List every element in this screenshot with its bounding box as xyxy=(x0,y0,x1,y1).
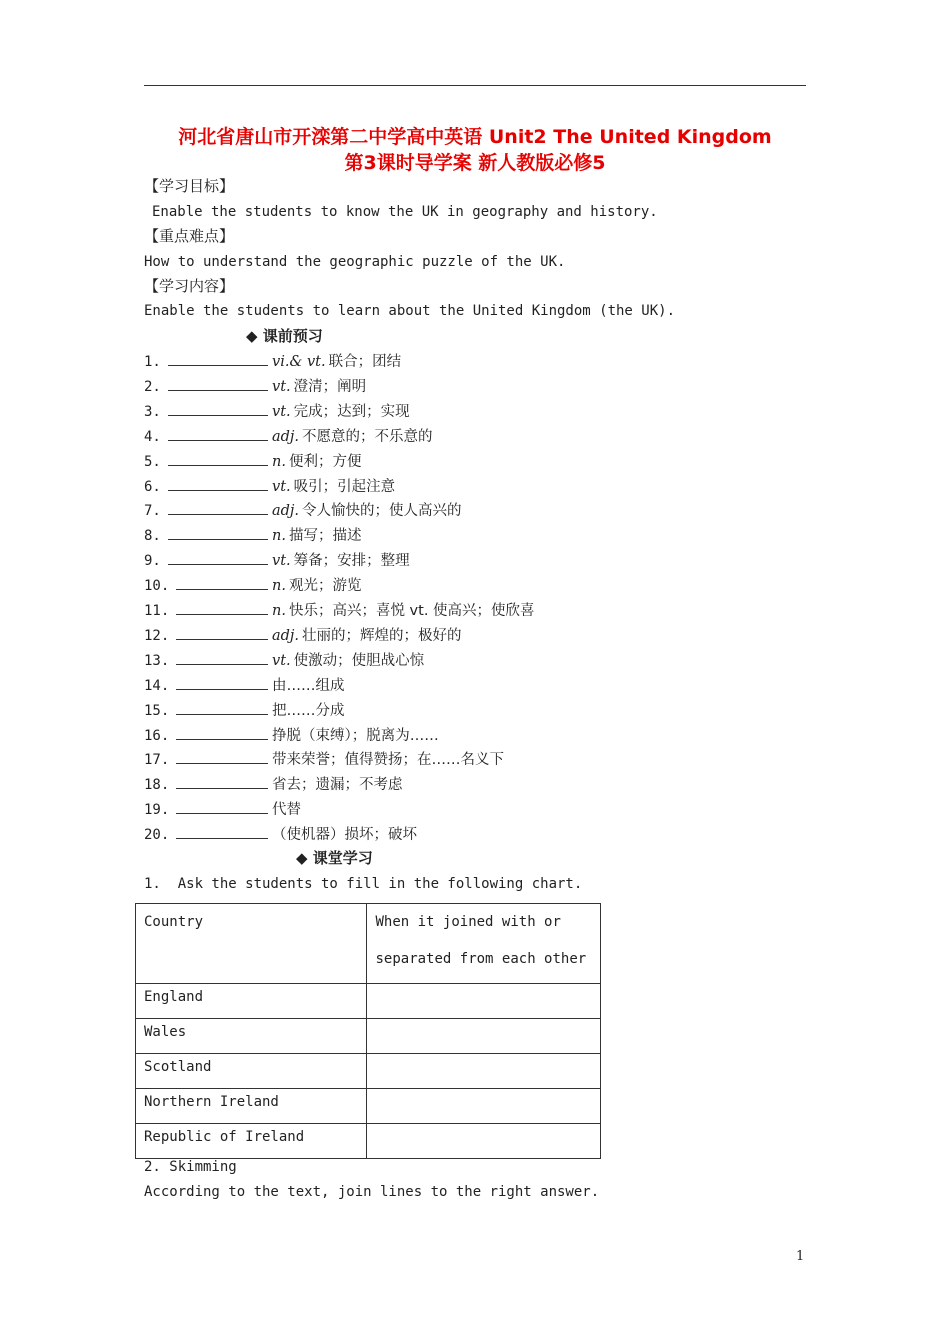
vocab-number: 13. xyxy=(144,652,170,669)
difficulty-heading: 【重点难点】 xyxy=(144,227,235,245)
vocab-meaning: 不愿意的；不乐意的 xyxy=(302,428,433,445)
vocab-number: 5. xyxy=(144,453,161,470)
vocab-meaning: 便利；方便 xyxy=(288,453,362,470)
vocab-item xyxy=(144,748,504,770)
vocab-answer-blank[interactable] xyxy=(176,599,268,615)
table-cell-answer[interactable] xyxy=(367,1054,601,1089)
vocab-answer-blank[interactable] xyxy=(176,699,268,715)
table-cell-country: England xyxy=(136,984,367,1019)
vocab-item xyxy=(144,649,424,671)
vocab-number: 14. xyxy=(144,677,170,694)
vocab-meaning: 把……分成 xyxy=(272,702,345,719)
vocab-number: 3. xyxy=(144,403,161,420)
table-row xyxy=(136,984,601,1019)
vocab-answer-blank[interactable] xyxy=(168,524,268,540)
vocab-part-of-speech: adj. xyxy=(272,428,300,445)
vocab-item xyxy=(144,375,366,397)
vocab-meaning: 令人愉快的；使人高兴的 xyxy=(302,503,462,520)
vocab-item xyxy=(144,450,361,472)
task1-instruction: 1. Ask the students to fill in the following chart. xyxy=(144,876,583,892)
vocab-meaning: 壮丽的；辉煌的；极好的 xyxy=(302,627,462,644)
vocab-answer-blank[interactable] xyxy=(176,649,268,665)
task2-instruction: According to the text, join lines to the right answer. xyxy=(144,1184,600,1200)
table-header-row xyxy=(136,904,601,984)
vocab-meaning: 观光；游览 xyxy=(288,578,362,595)
vocab-item xyxy=(144,599,535,621)
vocab-number: 19. xyxy=(144,802,170,819)
table-cell-answer[interactable] xyxy=(367,1019,601,1054)
vocab-item xyxy=(144,499,462,521)
document-title-line1: 河北省唐山市开滦第二中学高中英语 Unit2 The United Kingdom xyxy=(178,126,772,148)
vocab-item xyxy=(144,798,301,820)
vocab-number: 8. xyxy=(144,528,161,545)
vocab-item xyxy=(144,475,395,497)
document-title-line2: 第3课时导学案 新人教版必修5 xyxy=(344,152,606,174)
vocab-part-of-speech: adj. xyxy=(272,503,300,520)
vocab-answer-blank[interactable] xyxy=(176,724,268,740)
vocab-answer-blank[interactable] xyxy=(176,823,268,839)
vocab-item xyxy=(144,524,361,546)
class-section-heading: ◆ 课堂学习 xyxy=(296,849,373,867)
goal-heading: 【学习目标】 xyxy=(144,177,235,195)
vocab-answer-blank[interactable] xyxy=(176,798,268,814)
vocab-item xyxy=(144,425,433,447)
vocab-part-of-speech: vt. xyxy=(272,553,291,570)
table-cell-country: Scotland xyxy=(136,1054,367,1089)
vocab-answer-blank[interactable] xyxy=(168,350,268,366)
difficulty-text: How to understand the geographic puzzle of the UK. xyxy=(144,254,566,270)
vocab-number: 9. xyxy=(144,553,161,570)
table-cell-country: Republic of Ireland xyxy=(136,1124,367,1159)
vocab-answer-blank[interactable] xyxy=(168,549,268,565)
vocab-answer-blank[interactable] xyxy=(168,475,268,491)
vocab-part-of-speech: vt. xyxy=(272,652,291,669)
vocab-meaning: 挣脱（束缚）；脱离为…… xyxy=(272,727,439,744)
vocab-answer-blank[interactable] xyxy=(168,425,268,441)
vocab-meaning: 省去；遗漏；不考虑 xyxy=(272,777,403,794)
country-chart xyxy=(135,903,601,1159)
preview-section-heading: ◆ 课前预习 xyxy=(246,327,323,345)
vocab-number: 17. xyxy=(144,752,170,769)
vocab-answer-blank[interactable] xyxy=(176,773,268,789)
vocab-meaning: 吸引；引起注意 xyxy=(293,478,396,495)
vocab-part-of-speech: n. xyxy=(272,528,286,545)
vocab-number: 18. xyxy=(144,777,170,794)
table-header-when: When it joined with or separated from each other xyxy=(367,904,601,984)
vocab-answer-blank[interactable] xyxy=(176,624,268,640)
vocab-number: 20. xyxy=(144,827,170,844)
vocab-item xyxy=(144,549,410,571)
vocab-item xyxy=(144,574,361,596)
vocab-answer-blank[interactable] xyxy=(176,574,268,590)
vocab-number: 12. xyxy=(144,627,170,644)
vocab-item xyxy=(144,699,345,721)
vocab-item xyxy=(144,350,401,372)
vocab-item xyxy=(144,674,345,696)
table-cell-country: Northern Ireland xyxy=(136,1089,367,1124)
vocab-meaning: 使激动；使胆战心惊 xyxy=(293,652,425,669)
vocab-answer-blank[interactable] xyxy=(168,400,268,416)
table-cell-answer[interactable] xyxy=(367,984,601,1019)
vocab-number: 15. xyxy=(144,702,170,719)
vocab-part-of-speech: n. xyxy=(272,578,286,595)
table-row xyxy=(136,1124,601,1159)
vocab-part-of-speech: n. xyxy=(272,453,286,470)
vocab-answer-blank[interactable] xyxy=(176,674,268,690)
vocab-item xyxy=(144,400,410,422)
vocab-part-of-speech: vi.& vt. xyxy=(272,354,326,370)
header-rule xyxy=(144,85,806,86)
table-cell-answer[interactable] xyxy=(367,1124,601,1159)
vocab-number: 7. xyxy=(144,503,161,520)
vocab-part-of-speech: vt. xyxy=(272,403,291,420)
vocab-number: 6. xyxy=(144,478,161,495)
table-row xyxy=(136,1054,601,1089)
vocab-part-of-speech: n. xyxy=(272,603,286,619)
vocab-number: 1. xyxy=(144,354,161,370)
vocab-meaning: 联合；团结 xyxy=(328,354,402,370)
vocab-item xyxy=(144,624,462,646)
table-cell-country: Wales xyxy=(136,1019,367,1054)
table-header-country: Country xyxy=(136,904,367,984)
vocab-item xyxy=(144,823,417,845)
table-cell-answer[interactable] xyxy=(367,1089,601,1124)
table-row xyxy=(136,1019,601,1054)
vocab-meaning: 由……组成 xyxy=(272,677,345,694)
content-text: Enable the students to learn about the United Kingdom (the UK). xyxy=(144,303,676,319)
vocab-meaning: 完成；达到；实现 xyxy=(293,403,410,420)
vocab-part-of-speech: adj. xyxy=(272,627,300,644)
page-number: 1 xyxy=(796,1249,805,1264)
vocab-meaning: 代替 xyxy=(272,802,301,819)
task2-heading: 2. Skimming xyxy=(144,1159,237,1175)
vocab-number: 4. xyxy=(144,428,161,445)
vocab-answer-blank[interactable] xyxy=(168,375,268,391)
vocab-item xyxy=(144,724,439,746)
vocab-number: 11. xyxy=(144,603,170,619)
vocab-answer-blank[interactable] xyxy=(176,748,268,764)
vocab-number: 10. xyxy=(144,578,170,595)
vocab-number: 16. xyxy=(144,727,170,744)
content-heading: 【学习内容】 xyxy=(144,277,235,295)
vocab-meaning: 带来荣誉；值得赞扬；在……名义下 xyxy=(272,752,504,769)
vocab-meaning: 澄清；阐明 xyxy=(293,378,367,395)
table-row xyxy=(136,1089,601,1124)
vocab-answer-blank[interactable] xyxy=(168,499,268,515)
vocab-answer-blank[interactable] xyxy=(168,450,268,466)
vocab-part-of-speech: vt. xyxy=(272,478,291,495)
vocab-meaning: 描写；描述 xyxy=(288,528,362,545)
vocab-meaning: 筹备；安排；整理 xyxy=(293,553,410,570)
vocab-number: 2. xyxy=(144,378,161,395)
vocab-part-of-speech: vt. xyxy=(272,378,291,395)
vocab-meaning: （使机器）损坏；破坏 xyxy=(272,827,417,844)
vocab-item xyxy=(144,773,403,795)
vocab-meaning: 快乐；高兴；喜悦 vt. 使高兴；使欣喜 xyxy=(288,603,535,619)
goal-text: Enable the students to know the UK in geography and history. xyxy=(152,204,658,220)
